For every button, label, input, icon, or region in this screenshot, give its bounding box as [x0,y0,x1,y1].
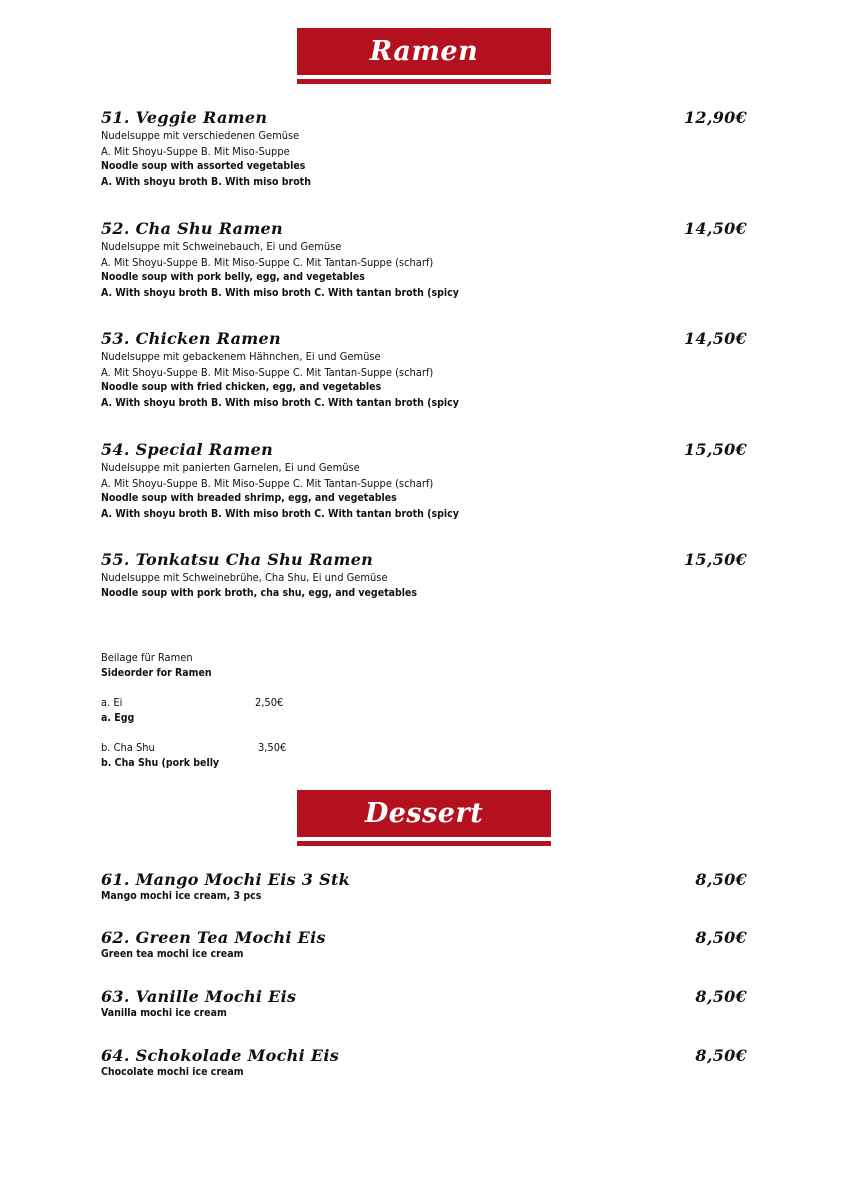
sideorder-item-en: b. Cha Shu (pork belly [101,756,220,769]
item-desc-de: Nudelsuppe mit gebackenem Hähnchen, Ei und Gemüse [101,350,381,363]
item-price: 14,50€ [683,329,747,348]
menu-item-54 [101,440,751,522]
item-price: 8,50€ [695,928,747,947]
sideorder-item-de: a. Ei [101,696,123,709]
item-options-de: A. Mit Shoyu-Suppe B. Mit Miso-Suppe C. Mit Tantan-Suppe (scharf) [101,365,434,379]
menu-item-52 [101,219,751,301]
sideorder-item-egg [101,695,134,726]
item-price: 15,50€ [683,550,747,569]
ramen-banner-rule [297,79,551,84]
item-price: 8,50€ [695,1046,747,1065]
item-desc-en: Noodle soup with pork broth, cha shu, egg, and vegetables [101,586,418,599]
item-options-en: A. With shoyu broth B. With miso broth C. With tantan broth (spicy [101,507,459,520]
sideorder-heading-de: Beilage für Ramen [101,651,193,664]
menu-item-64 [101,1046,751,1081]
item-title: 63. Vanille Mochi Eis [101,987,297,1006]
sideorder-item-chashu [101,740,219,771]
item-options-en: A. With shoyu broth B. With miso broth [101,175,311,188]
menu-item-55 [101,550,751,601]
item-desc-en: Green tea mochi ice cream [101,948,244,960]
sideorder-item-de: b. Cha Shu [101,741,155,754]
item-title: 62. Green Tea Mochi Eis [101,928,326,947]
item-title: 55. Tonkatsu Cha Shu Ramen [101,550,374,569]
ramen-section-title: Ramen [297,28,551,75]
ramen-section-banner [297,28,551,84]
item-options-de: A. Mit Shoyu-Suppe B. Mit Miso-Suppe [101,144,290,158]
sideorder-price-egg: 2,50€ [255,696,284,709]
item-desc-de: Nudelsuppe mit Schweinebrühe, Cha Shu, Ei und Gemüse [101,571,388,584]
menu-item-61 [101,870,751,905]
item-desc-en: Noodle soup with breaded shrimp, egg, and vegetables [101,492,397,504]
sideorder-heading [101,650,212,681]
item-options-de: A. Mit Shoyu-Suppe B. Mit Miso-Suppe C. Mit Tantan-Suppe (scharf) [101,255,434,269]
item-title: 51. Veggie Ramen [101,108,268,127]
item-price: 15,50€ [683,440,747,459]
item-title: 64. Schokolade Mochi Eis [101,1046,340,1065]
dessert-banner-rule [297,841,551,846]
dessert-section-banner [297,790,551,846]
sideorder-item-en: a. Egg [101,711,135,724]
item-title: 54. Special Ramen [101,440,274,459]
sideorder-price-chashu: 3,50€ [258,741,287,754]
item-title: 52. Cha Shu Ramen [101,219,283,238]
item-desc-en: Noodle soup with assorted vegetables [101,160,306,172]
item-options-en: A. With shoyu broth B. With miso broth C. With tantan broth (spicy [101,286,459,299]
item-options-en: A. With shoyu broth B. With miso broth C. With tantan broth (spicy [101,396,459,409]
item-price: 8,50€ [695,987,747,1006]
item-desc-de: Nudelsuppe mit Schweinebauch, Ei und Gemüse [101,240,342,253]
item-desc-en: Mango mochi ice cream, 3 pcs [101,890,262,902]
dessert-section-title: Dessert [297,790,551,837]
menu-item-63 [101,987,751,1022]
menu-item-53 [101,329,751,411]
item-price: 12,90€ [683,108,747,127]
item-desc-en: Vanilla mochi ice cream [101,1007,227,1019]
item-desc-de: Nudelsuppe mit verschiedenen Gemüse [101,129,300,142]
item-desc-en: Noodle soup with pork belly, egg, and vegetables [101,271,365,283]
item-price: 8,50€ [695,870,747,889]
item-desc-de: Nudelsuppe mit panierten Garnelen, Ei und Gemüse [101,461,360,474]
item-title: 53. Chicken Ramen [101,329,281,348]
item-options-de: A. Mit Shoyu-Suppe B. Mit Miso-Suppe C. Mit Tantan-Suppe (scharf) [101,476,434,490]
sideorder-heading-en: Sideorder for Ramen [101,666,212,679]
item-desc-en: Chocolate mochi ice cream [101,1066,244,1078]
item-title: 61. Mango Mochi Eis 3 Stk [101,870,351,889]
menu-item-51 [101,108,751,190]
item-price: 14,50€ [683,219,747,238]
item-desc-en: Noodle soup with fried chicken, egg, and vegetables [101,381,382,393]
menu-item-62 [101,928,751,963]
